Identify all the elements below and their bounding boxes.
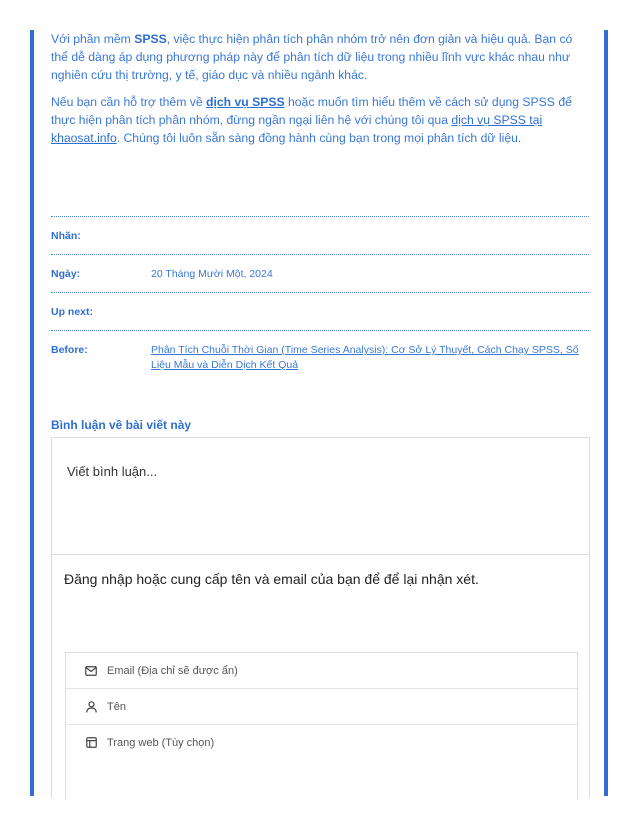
right-accent-bar: [604, 30, 608, 796]
comment-form: [51, 437, 590, 798]
name-placeholder: Tên: [107, 700, 126, 713]
website-field[interactable]: [66, 725, 577, 760]
meta-row-upnext: [51, 292, 589, 330]
login-note: Đăng nhập hoặc cung cấp tên và email của bạn để để lại nhận xét.: [64, 571, 479, 587]
paragraph-conclusion: Với phần mềm SPSS, việc thực hiện phân tích phân nhóm trở nên đơn giản và hiệu quả. Bạn có thể dễ dàng áp dụng phương pháp này để phân tích dữ liệu trong nhiều lĩnh vực khác nhau như nghiên cứu thị trường, y tế, giáo dục và nhiều ngành khác.: [51, 32, 573, 82]
email-field[interactable]: [66, 653, 577, 689]
commenter-fields: [65, 652, 578, 799]
browser-icon: [84, 736, 98, 750]
user-icon: [84, 700, 98, 714]
website-placeholder: Trang web (Tùy chọn): [107, 736, 215, 749]
tags-label: Nhãn:: [51, 230, 81, 242]
tags-value: [151, 229, 589, 244]
paragraph-contact: Nếu bạn cần hỗ trợ thêm về dịch vụ SPSS hoặc muốn tìm hiểu thêm về cách sử dụng SPSS để thực hiện phân tích phân nhóm, đừng ngần ngại liên hệ với chúng tôi qua dịch vụ SPSS tại khaosat.info. Chúng tôi luôn sẵn sàng đồng hành cùng bạn trong mọi phân tích dữ liệu.: [51, 95, 572, 145]
meta-row-tags: [51, 216, 589, 254]
date-value: 20 Tháng Mười Một, 2024: [151, 268, 273, 280]
before-value: [151, 343, 589, 373]
comments-heading: Bình luận về bài viết này: [51, 418, 192, 432]
spss-service-link[interactable]: dịch vụ SPSS: [206, 95, 285, 109]
before-label: Before:: [51, 344, 88, 356]
name-field[interactable]: [66, 689, 577, 725]
mail-icon: [84, 664, 98, 678]
spss-bold: SPSS: [134, 32, 167, 46]
khaosat-link[interactable]: dịch vụ SPSS tại khaosat.info: [51, 113, 543, 145]
comment-textarea[interactable]: Viết bình luận...: [52, 438, 589, 555]
article-body: [51, 30, 589, 156]
meta-row-before: [51, 330, 589, 383]
post-meta: [51, 216, 589, 383]
upnext-value: [151, 305, 589, 320]
meta-row-date: [51, 254, 589, 292]
email-placeholder: Email (Địa chỉ sẽ được ẩn): [107, 664, 238, 677]
left-accent-bar: [30, 30, 34, 796]
date-label: Ngày:: [51, 268, 81, 280]
upnext-label: Up next:: [51, 306, 93, 318]
previous-post-link[interactable]: Phân Tích Chuỗi Thời Gian (Time Series Analysis): Cơ Sở Lý Thuyết, Cách Chạy SPSS, Số Liệu Mẫu và Diễn Dịch Kết Quả: [151, 344, 579, 371]
